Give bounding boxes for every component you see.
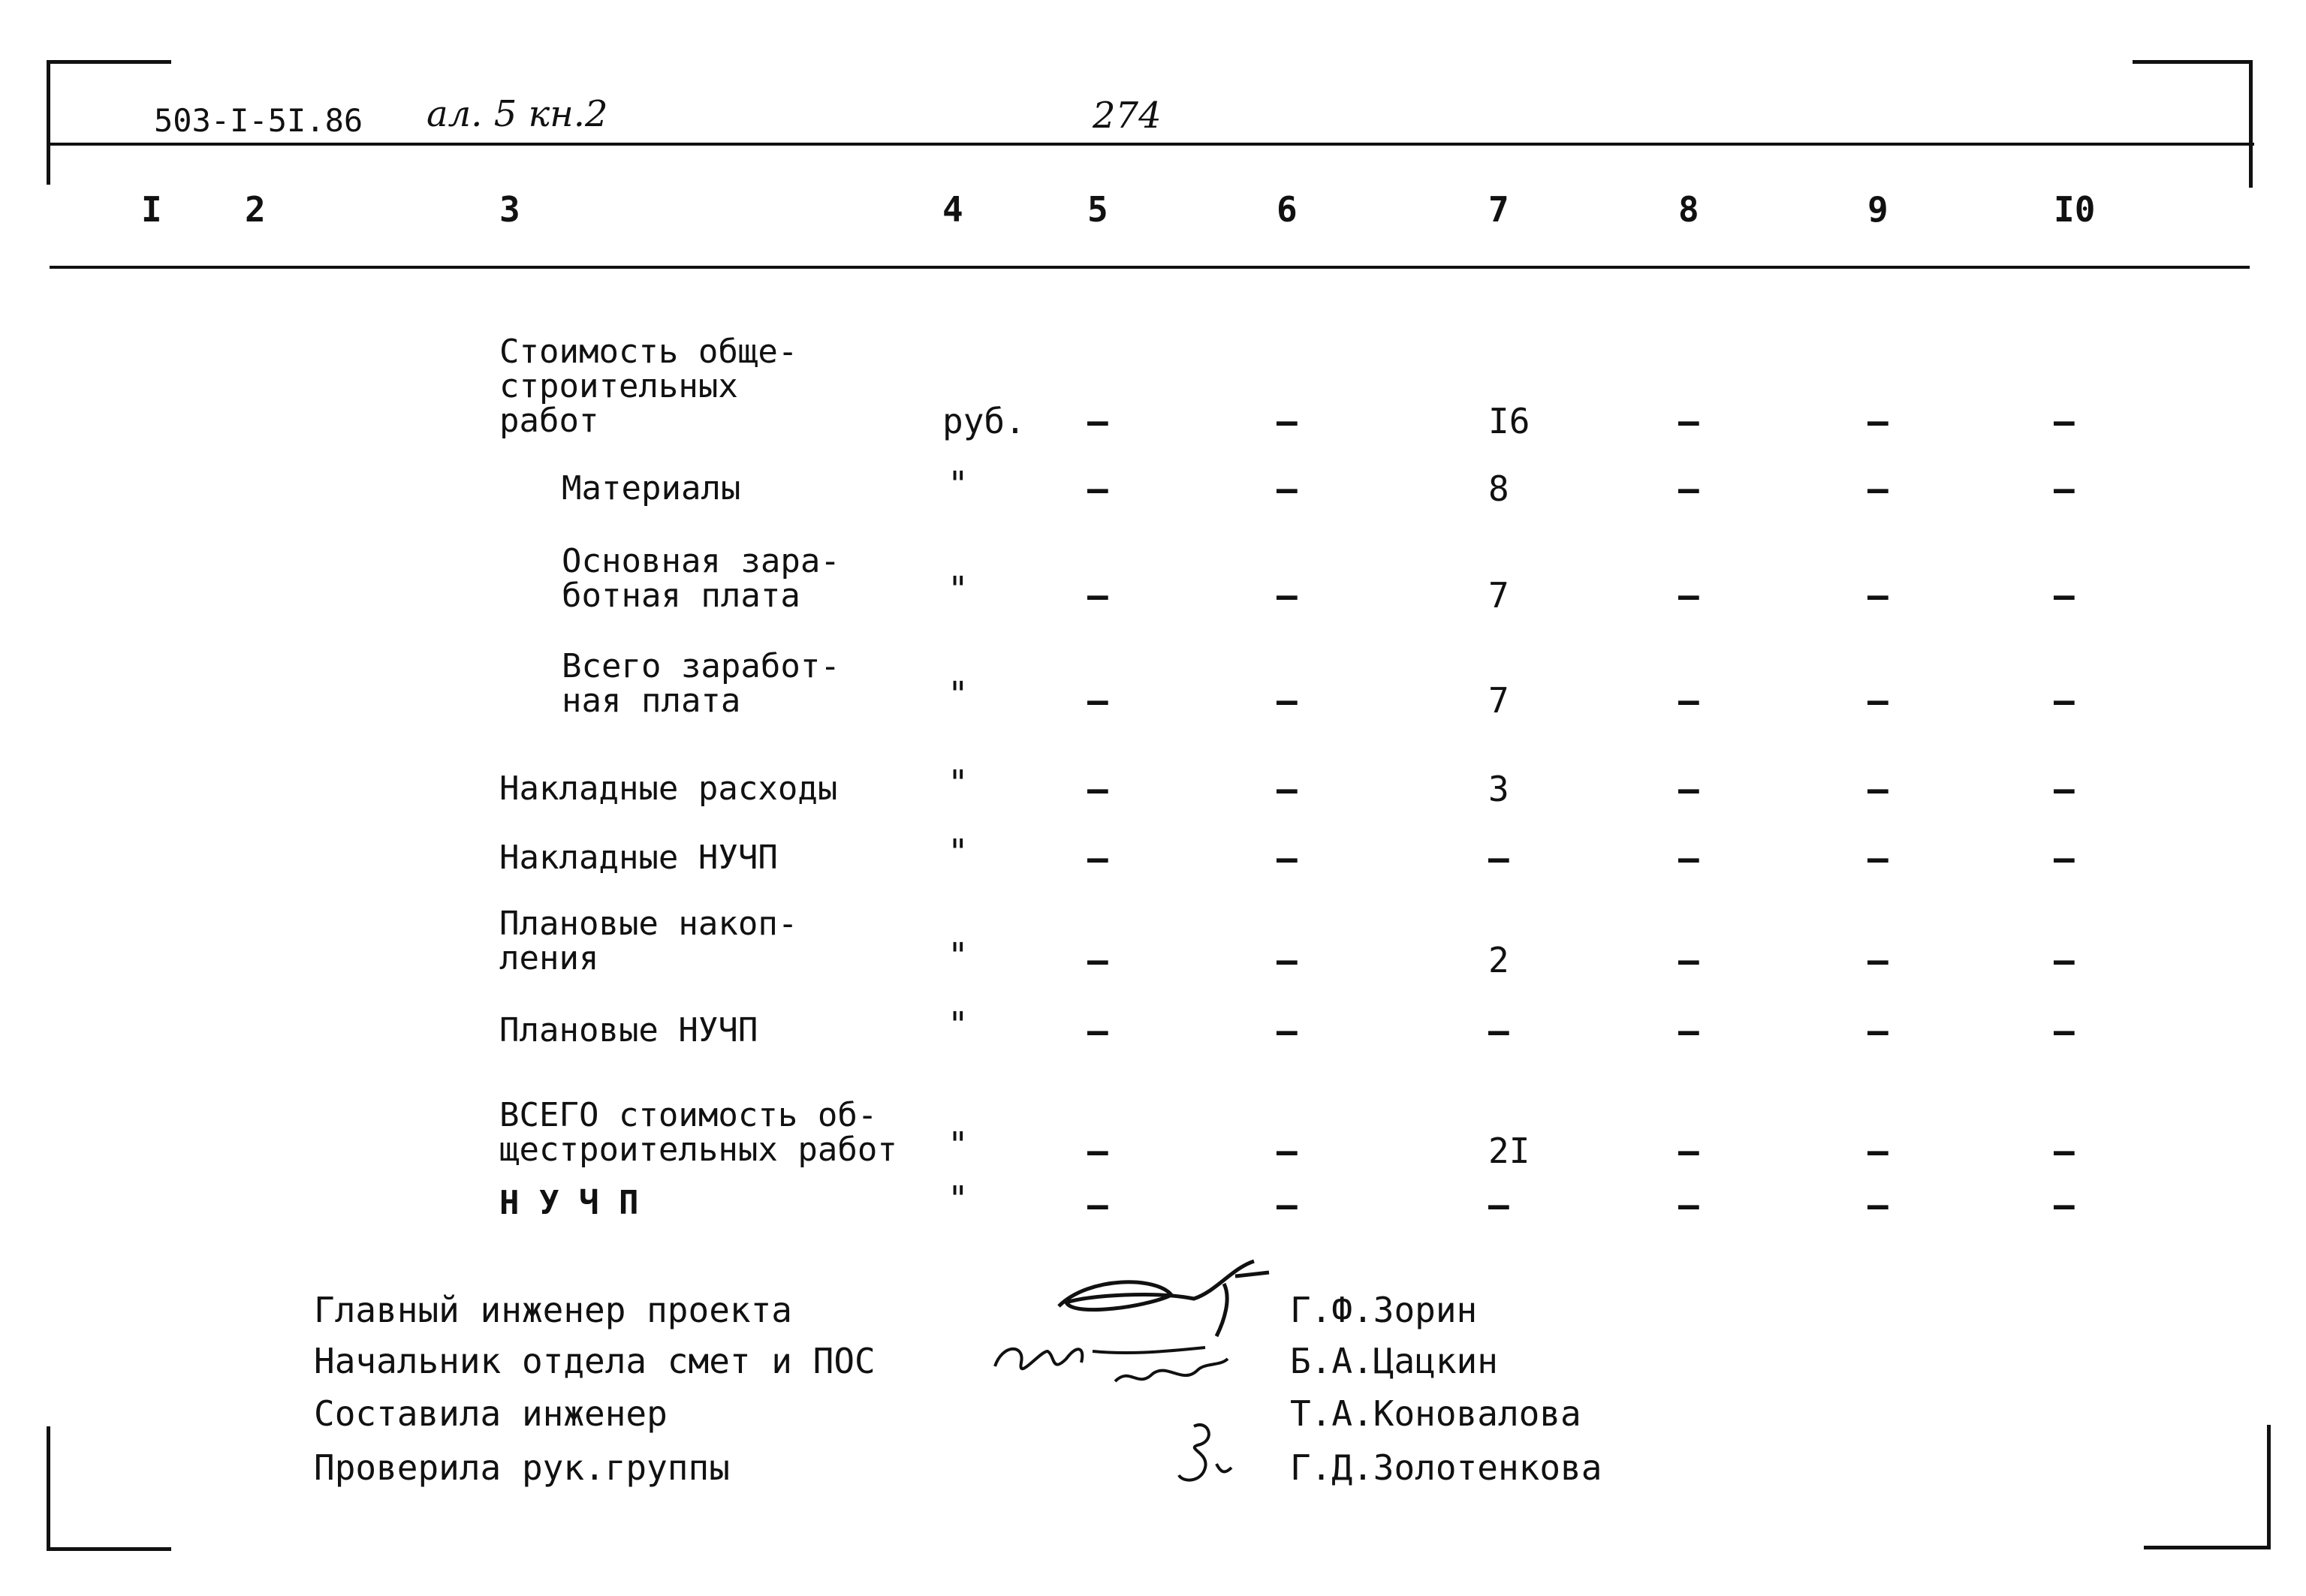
row-unit: ": [948, 1125, 969, 1165]
row-value-6: –: [1277, 575, 1298, 616]
signature-scribble-tsatskin: [980, 1321, 1280, 1404]
column-header-rule: [50, 266, 2250, 269]
row-value-9: –: [1867, 1131, 1889, 1171]
document-code: 503-I-5I.86: [154, 102, 363, 139]
row-value-5: –: [1087, 1010, 1108, 1051]
row-value-9: –: [1867, 1010, 1889, 1051]
row-value-8: –: [1678, 1131, 1699, 1171]
row-value-7: –: [1488, 1010, 1509, 1051]
signatory-position: Проверила рук.группы: [314, 1447, 730, 1488]
row-value-5: –: [1087, 769, 1108, 809]
signatory-name: Б.А.Цацкин: [1290, 1341, 1498, 1381]
signatory-position: Начальник отдела смет и ПОС: [314, 1341, 876, 1381]
row-value-6: –: [1277, 1010, 1298, 1051]
row-value-6: –: [1277, 940, 1298, 980]
row-unit: ": [948, 763, 969, 803]
row-value-8: –: [1678, 680, 1699, 721]
column-header-10: I0: [2054, 189, 2096, 230]
row-value-9: –: [1867, 838, 1889, 878]
row-value-10: –: [2054, 838, 2075, 878]
row-value-7: I6: [1488, 401, 1530, 441]
column-header-6: 6: [1277, 189, 1298, 230]
signatory-name: Г.Д.Золотенкова: [1290, 1447, 1602, 1488]
row-value-9: –: [1867, 1185, 1889, 1225]
row-value-6: –: [1277, 468, 1298, 509]
row-value-8: –: [1678, 1010, 1699, 1051]
row-value-9: –: [1867, 468, 1889, 509]
signatory-name: Г.Ф.Зорин: [1290, 1290, 1478, 1330]
row-value-10: –: [2054, 1185, 2075, 1225]
row-value-9: –: [1867, 769, 1889, 809]
row-label: Плановые накоп- ления: [499, 905, 798, 977]
column-header-4: 4: [942, 189, 963, 230]
frame-bottom-right-v: [2267, 1425, 2271, 1549]
signatory-name: Т.А.Коновалова: [1290, 1393, 1581, 1434]
row-value-10: –: [2054, 1010, 2075, 1051]
row-unit: ": [948, 1179, 969, 1219]
signature-scribble-zolotenkova: [1164, 1411, 1246, 1494]
row-value-8: –: [1678, 575, 1699, 616]
column-header-1: I: [141, 189, 162, 230]
row-value-8: –: [1678, 940, 1699, 980]
column-header-3: 3: [499, 189, 520, 230]
column-header-9: 9: [1867, 189, 1889, 230]
row-unit: ": [948, 569, 969, 610]
handwritten-reference: ал. 5 кн.2: [427, 93, 608, 135]
row-value-8: –: [1678, 1185, 1699, 1225]
row-unit: ": [948, 832, 969, 872]
row-unit: ": [948, 464, 969, 504]
row-value-6: –: [1277, 1131, 1298, 1171]
row-value-8: –: [1678, 769, 1699, 809]
row-value-6: –: [1277, 680, 1298, 721]
row-value-5: –: [1087, 1185, 1108, 1225]
row-label: Плановые НУЧП: [499, 1011, 758, 1049]
row-value-7: 2: [1488, 940, 1509, 980]
frame-bottom-left-v: [47, 1426, 50, 1551]
column-header-2: 2: [245, 189, 266, 230]
column-header-5: 5: [1087, 189, 1108, 230]
row-value-5: –: [1087, 1131, 1108, 1171]
row-value-5: –: [1087, 680, 1108, 721]
frame-top-right-v: [2249, 60, 2253, 188]
row-unit: ": [948, 674, 969, 715]
row-value-8: –: [1678, 401, 1699, 441]
signatory-position: Составила инженер: [314, 1393, 668, 1434]
row-value-10: –: [2054, 468, 2075, 509]
row-label: Материалы: [562, 469, 741, 507]
page-number: 274: [1093, 95, 1162, 137]
column-header-8: 8: [1678, 189, 1699, 230]
row-value-7: –: [1488, 838, 1509, 878]
row-value-10: –: [2054, 575, 2075, 616]
row-value-7: 7: [1488, 575, 1509, 616]
row-value-5: –: [1087, 940, 1108, 980]
row-value-7: 2I: [1488, 1131, 1530, 1171]
row-value-5: –: [1087, 575, 1108, 616]
row-value-10: –: [2054, 769, 2075, 809]
row-unit: ": [948, 935, 969, 976]
row-value-7: –: [1488, 1185, 1509, 1225]
row-value-7: 7: [1488, 680, 1509, 721]
row-value-7: 3: [1488, 769, 1509, 809]
row-value-9: –: [1867, 575, 1889, 616]
row-value-10: –: [2054, 940, 2075, 980]
row-value-5: –: [1087, 401, 1108, 441]
row-label: Накладные расходы: [499, 769, 838, 808]
column-header-7: 7: [1488, 189, 1509, 230]
row-value-8: –: [1678, 838, 1699, 878]
row-value-5: –: [1087, 838, 1108, 878]
row-value-6: –: [1277, 1185, 1298, 1225]
row-value-7: 8: [1488, 468, 1509, 509]
frame-top-left-h: [47, 60, 171, 64]
frame-top-left-v: [47, 60, 50, 185]
frame-bottom-right-h: [2144, 1546, 2271, 1549]
row-label: Основная зара- ботная плата: [562, 542, 840, 615]
row-label: Всего заработ- ная плата: [562, 647, 840, 720]
row-value-6: –: [1277, 838, 1298, 878]
row-value-10: –: [2054, 401, 2075, 441]
row-value-10: –: [2054, 680, 2075, 721]
header-rule: [47, 143, 2254, 146]
row-value-9: –: [1867, 940, 1889, 980]
row-value-9: –: [1867, 401, 1889, 441]
row-value-6: –: [1277, 401, 1298, 441]
frame-top-right-h: [2133, 60, 2253, 64]
row-label: ВСЕГО стоимость об- щестроительных работ: [499, 1096, 897, 1169]
row-value-8: –: [1678, 468, 1699, 509]
signatory-position: Главный инженер проекта: [314, 1290, 792, 1330]
row-value-6: –: [1277, 769, 1298, 809]
frame-bottom-left-h: [47, 1547, 171, 1551]
row-value-9: –: [1867, 680, 1889, 721]
row-label: Н У Ч П: [499, 1184, 639, 1222]
row-value-5: –: [1087, 468, 1108, 509]
row-label: Стоимость обще- строительных работ: [499, 333, 798, 440]
row-value-10: –: [2054, 1131, 2075, 1171]
row-unit: ": [948, 1004, 969, 1045]
row-label: Накладные НУЧП: [499, 839, 778, 877]
row-unit: руб.: [942, 401, 1026, 441]
